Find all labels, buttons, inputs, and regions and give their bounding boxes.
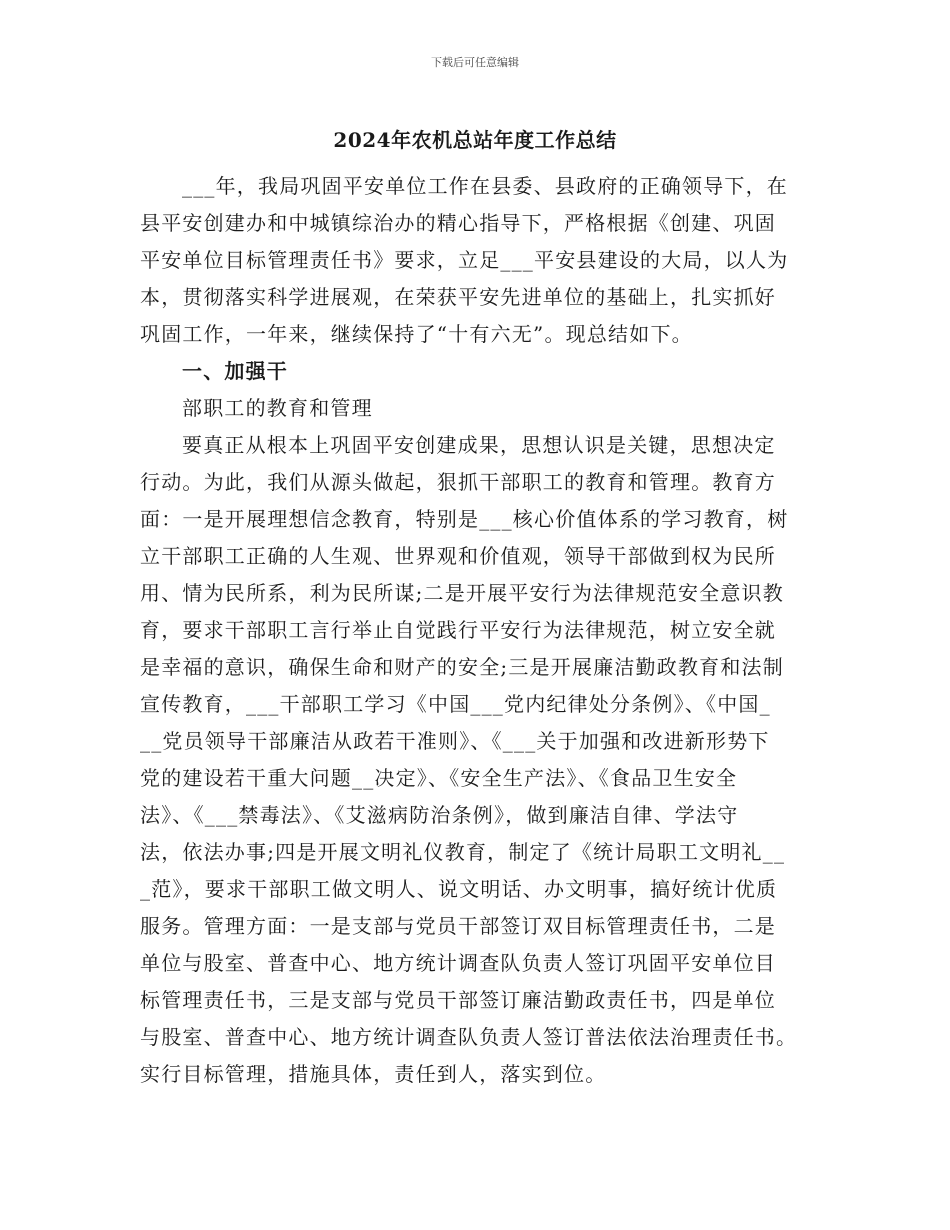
section-heading: 一、加强干	[182, 359, 288, 383]
body-text-line: _范》，要求干部职工做文明人、说文明话、办文明事，搞好统计优质	[140, 877, 778, 901]
body-text-line: __党员领导干部廉洁从政若干准则》、《___关于加强和改进新形势下	[140, 729, 770, 753]
body-text-line: 用、情为民所系，利为民所谋;二是开展平安行为法律规范安全意识教	[140, 581, 784, 605]
body-text-line: 与股室、普查中心、地方统计调查队负责人签订普法依法治理责任书。	[140, 1025, 798, 1049]
body-text-line: 宣传教育，___干部职工学习《中国___党内纪律处分条例》、《中国_	[140, 692, 771, 716]
page-header-note: 下载后可任意编辑	[431, 56, 519, 69]
body-text-line: 本，贯彻落实科学进展观，在荣获平安先进单位的基础上，扎实抓好	[140, 285, 776, 309]
body-text-line: 服务。管理方面：一是支部与党员干部签订双目标管理责任书，二是	[140, 914, 776, 938]
body-text-line: 行动。为此，我们从源头做起，狠抓干部职工的教育和管理。教育方	[140, 470, 776, 494]
body-text-line: 是幸福的意识，确保生命和财产的安全;三是开展廉洁勤政教育和法制	[140, 655, 784, 679]
body-text-line: 巩固工作，一年来，继续保持了“十有六无”。现总结如下。	[140, 322, 693, 346]
body-text-line: 平安单位目标管理责任书》要求，立足___平安县建设的大局，以人为	[140, 248, 789, 272]
body-text-line: 党的建设若干重大问题__决定》、《安全生产法》、《食品卫生安全	[140, 766, 738, 790]
body-text-line: 立干部职工正确的人生观、世界观和价值观，领导干部做到权为民所	[140, 544, 776, 568]
body-text-line: 标管理责任书，三是支部与党员干部签订廉洁勤政责任书，四是单位	[140, 988, 776, 1012]
body-text-line: 法，依法办事;四是开展文明礼仪教育，制定了《统计局职工文明礼__	[140, 840, 786, 864]
document-title: 2024年农机总站年度工作总结	[333, 128, 617, 152]
body-text-line: ___年，我局巩固平安单位工作在县委、县政府的正确领导下，在	[182, 174, 788, 198]
body-text-line: 实行目标管理，措施具体，责任到人，落实到位。	[140, 1062, 607, 1086]
body-text-line: 面：一是开展理想信念教育，特别是___核心价值体系的学习教育，树	[140, 507, 789, 531]
body-text-line: 县平安创建办和中城镇综治办的精心指导下，严格根据《创建、巩固	[140, 211, 776, 235]
body-text-line: 单位与股室、普查中心、地方统计调查队负责人签订巩固平安单位目	[140, 951, 776, 975]
body-text-line: 法》、《___禁毒法》、《艾滋病防治条例》，做到廉洁自律、学法守	[140, 803, 739, 827]
body-text-line: 要真正从根本上巩固平安创建成果，思想认识是关键，思想决定	[182, 433, 776, 457]
document-body	[140, 168, 820, 1093]
body-text-line: 部职工的教育和管理	[182, 396, 373, 420]
body-text-line: 育，要求干部职工言行举止自觉践行平安行为法律规范，树立安全就	[140, 618, 776, 642]
